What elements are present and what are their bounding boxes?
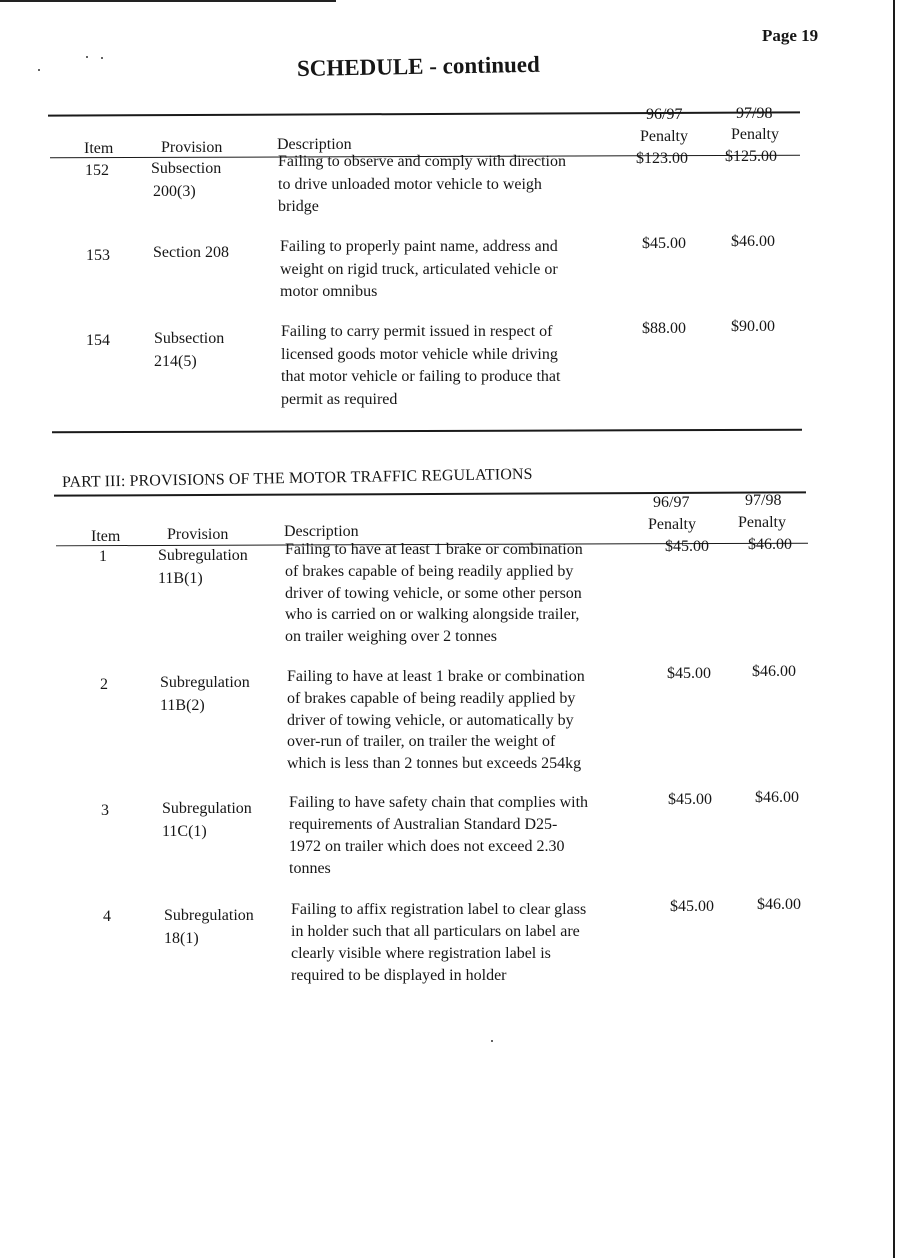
column-header-penalty-1: Penalty xyxy=(648,516,696,533)
table-row-item: 2 xyxy=(100,676,108,693)
table-row-penalty-1: $45.00 xyxy=(642,235,686,252)
table-row-description: Failing to observe and comply with direction to drive unloaded motor vehicle to weigh bridge xyxy=(278,153,566,215)
column-header-year-1: 96/97 xyxy=(653,494,690,511)
table-row-item: 1 xyxy=(99,548,107,565)
column-header-penalty-1: Penalty xyxy=(640,128,688,145)
table-row-item: 3 xyxy=(101,802,109,819)
table-rule-top xyxy=(48,111,800,116)
table-row-item: 154 xyxy=(86,332,110,349)
table-row-description: Failing to have at least 1 brake or combination of brakes capable of being readily applied by driver of towing vehicle, or automatically by over-run of trailer, on trailer the weight of which is less than 2 tonnes but exceeds 254kg xyxy=(287,668,585,773)
column-header-item: Item xyxy=(91,528,121,545)
table-row-penalty-1: $88.00 xyxy=(642,320,686,337)
column-header-year-1: 96/97 xyxy=(646,106,683,123)
table-row-penalty-2: $46.00 xyxy=(752,663,796,680)
table-row-description: Failing to properly paint name, address and weight on rigid truck, articulated vehicle or motor omnibus xyxy=(280,238,558,300)
table-row-description: Failing to have at least 1 brake or combination of brakes capable of being readily applied by driver of towing vehicle, or some other person who is carried on or walking alongside trailer, on trailer weighing over 2 tonnes xyxy=(285,541,583,646)
table-row-penalty-1: $123.00 xyxy=(636,150,688,167)
column-header-penalty-2: Penalty xyxy=(738,514,786,531)
table-row-penalty-2: $125.00 xyxy=(725,148,777,165)
column-header-provision: Provision xyxy=(161,139,223,156)
column-header-penalty-2: Penalty xyxy=(731,126,779,143)
table-row-penalty-2: $46.00 xyxy=(731,233,775,250)
table-row-penalty-1: $45.00 xyxy=(668,791,712,808)
table-row-item: 4 xyxy=(103,908,111,925)
page-number: Page 19 xyxy=(762,26,819,45)
table-row-provision: Subsection 214(5) xyxy=(154,330,225,370)
table-row-item: 153 xyxy=(86,247,110,264)
table-row-description: Failing to have safety chain that complies with requirements of Australian Standard D25- 1972 on trailer which does not exceed 2.30 tonnes xyxy=(289,794,589,877)
column-header-year-2: 97/98 xyxy=(736,105,773,122)
column-header-year-2: 97/98 xyxy=(745,492,782,509)
table-row-provision: Subregulation 18(1) xyxy=(164,907,254,947)
column-header-item: Item xyxy=(84,140,114,157)
scan-top-edge xyxy=(0,0,336,2)
page-title: SCHEDULE - continued xyxy=(296,51,541,81)
table-row-provision: Subregulation 11B(1) xyxy=(158,547,248,587)
scan-speck xyxy=(86,56,88,58)
table-row-penalty-1: $45.00 xyxy=(665,538,709,555)
table-row-description: Failing to carry permit issued in respect of licensed goods motor vehicle while driving that motor vehicle or failing to produce that permit as required xyxy=(281,323,561,408)
table-row-provision: Subsection 200(3) xyxy=(151,160,222,200)
column-header-provision: Provision xyxy=(167,526,229,543)
table-row-provision: Subregulation 11B(2) xyxy=(160,674,250,714)
table-row-penalty-2: $46.00 xyxy=(757,896,801,913)
table-row-penalty-2: $46.00 xyxy=(755,789,799,806)
table-row-penalty-2: $90.00 xyxy=(731,318,775,335)
column-header-description: Description xyxy=(284,523,359,540)
scan-right-edge xyxy=(893,0,895,1258)
table-rule-top xyxy=(54,491,806,496)
scan-speck xyxy=(38,69,40,71)
table-row-provision: Section 208 xyxy=(153,244,229,261)
section-heading: PART III: PROVISIONS OF THE MOTOR TRAFFIC REGULATIONS xyxy=(61,465,533,491)
table-rule-bottom xyxy=(52,429,802,434)
scan-speck xyxy=(491,1040,493,1042)
table-row-item: 152 xyxy=(85,162,109,179)
table-row-penalty-1: $45.00 xyxy=(670,898,714,915)
table-row-penalty-1: $45.00 xyxy=(667,665,711,682)
table-row-description: Failing to affix registration label to clear glass in holder such that all particulars on label are clearly visible where registration label is required to be displayed in holder xyxy=(291,901,587,984)
scan-speck xyxy=(101,57,103,59)
column-header-description: Description xyxy=(277,136,352,153)
table-row-provision: Subregulation 11C(1) xyxy=(162,800,252,840)
table-row-penalty-2: $46.00 xyxy=(748,536,792,553)
